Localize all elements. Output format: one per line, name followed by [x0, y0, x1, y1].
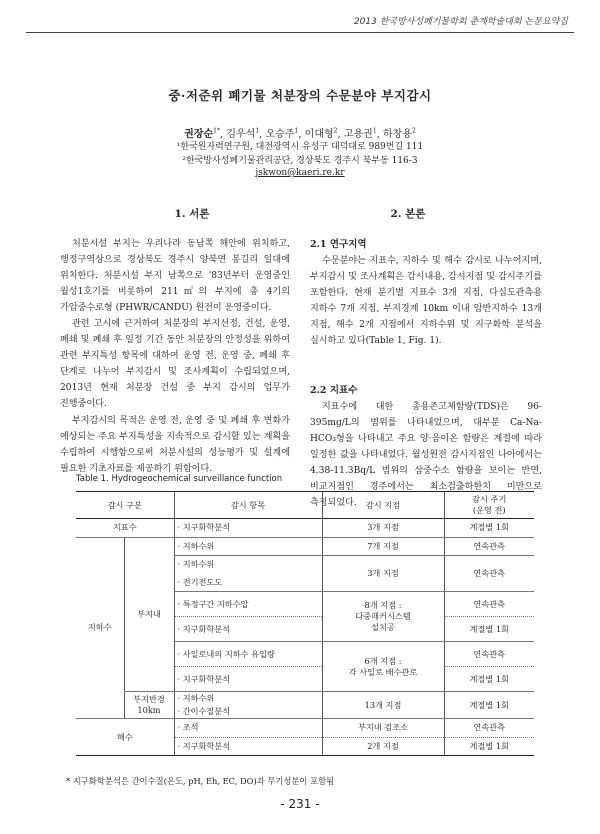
period-cell: 계절별 1회	[444, 519, 534, 538]
group-seawater: 해수	[76, 719, 174, 756]
author-list: 권장순$^{1*}$, 김우석$^1$, 오승주$^1$, 이대형$^2$, 고용권$^1$, 하창용$^2$	[184, 127, 416, 140]
author-affiliation-mark: 2	[333, 127, 338, 135]
site-cell: 부지내 검조소	[322, 719, 444, 738]
author-name: 하창용	[383, 129, 412, 140]
author-affiliation-mark: 1	[294, 127, 299, 135]
main-heading: 2. 본론	[390, 208, 426, 220]
period-cell: 연속관측	[444, 537, 534, 556]
period-cell: 연속관측	[444, 642, 534, 667]
item-cell: · 지구화학분석	[174, 737, 322, 756]
section-2-2-heading: 2.2 지표수	[310, 385, 358, 396]
period-cell: 계절별 1회	[444, 737, 534, 756]
site-cell: 3개 지점	[322, 519, 444, 538]
affiliation-1: ¹한국원자력연구원, 대전광역시 유성구 대덕대로 989번길 111	[176, 142, 424, 152]
author-affiliation-mark: 2	[412, 127, 416, 135]
section-2-1-heading: 2.1 연구지역	[310, 239, 367, 250]
item-cell: · 전기전도도	[174, 574, 322, 592]
group-surface: 지표수	[76, 519, 174, 538]
period-cell: 계절별 1회	[444, 667, 534, 692]
period-cell: 연속관측	[444, 556, 534, 592]
section-paragraph: 지표수에 대한 총용존고체함량(TDS)은 96-395mg/L의 범위를 나타내었으며, 대부분 Ca-Na-HCO₃형을 나타내고 주요 양·음이온 함량은 계절에 따라 일정한 값을 나타내었다. 월성원전 감시지점인 나아에서는 4.38-11.3Bq/L 범위의 삼중수소 함량을 보이는 반면, 비교지점인 경주에서는 최소검출하한치 미만으로 측정되었다.	[310, 402, 542, 509]
author-name: 이대형	[304, 129, 334, 140]
table-row	[76, 537, 534, 556]
site-cell: 2개 지점	[322, 737, 444, 756]
item-cell: · 지구화학분석	[174, 667, 322, 692]
section-2-1-body	[310, 253, 542, 349]
table-header-row	[76, 492, 534, 519]
affiliation-2: ²한국방사성폐기물관리공단, 경상북도 경주시 북부동 116-3	[182, 156, 418, 166]
author-name: 김우석	[226, 129, 256, 140]
author-name: 권장순	[184, 129, 214, 140]
author-email[interactable]: jskwon@kaeri.re.kr	[255, 168, 345, 178]
group-groundwater: 지하수	[76, 537, 124, 719]
item-cell: · 특정구간 지하수압	[174, 592, 322, 617]
table-footnote: * 지구화학분석은 간이수질(온도, pH, Eh, EC, DO)과 무기성분이 포함됨	[66, 776, 335, 786]
author-name: 오승주	[265, 129, 295, 140]
item-cell: · 지하수위	[174, 556, 322, 574]
item-cell: · 사일로내의 지하수 유입량	[174, 642, 322, 667]
intro-heading: 1. 서론	[174, 208, 210, 220]
site-cell: 7개 지점	[322, 537, 444, 556]
header-period: 감시 주기 (운영 전)	[444, 492, 534, 519]
header-item: 감시 항목	[174, 492, 322, 519]
item-cell: · 지하수위	[174, 692, 322, 706]
section-paragraph: 수문분야는 지표수, 지하수 및 해수 감시로 나누어지며, 부지감시 및 조사계획은 감시내용, 감시지점 및 감시주기를 포함한다. 현재 분기별 지표수 3개 지점, 다심도관측용 지하수 7개 지점, 부지경계 10km 이내 암반지하수 13개 지점, 해수 2개 지점에서 지하수위 및 지구화학 분석을 실시하고 있다(Table 1, Fig. 1).	[310, 256, 542, 347]
header-rule	[26, 32, 574, 33]
author-affiliation-mark: 1	[255, 127, 260, 135]
table-row	[76, 692, 534, 706]
intro-paragraph: 처분시설 부지는 우리나라 동남쪽 해안에 위치하고, 행정구역상으로 경상북도 경주시 양북면 봉길리 일대에 위치한다. 처분시설 부지 남쪽으로 '83년부터 운영중인 월성1호기를 비롯하여 211㎡의 부지에 총 4기의 가압중수로형 (PHWR/CANDU) 원전이 운영중이다.	[60, 239, 290, 314]
header-category: 감시 구분	[76, 492, 174, 519]
item-cell: · 지구화학분석	[174, 519, 322, 538]
surveillance-table	[76, 491, 534, 756]
site-cell: 8개 지점 : 다중패커시스템 설치공	[322, 592, 444, 642]
period-cell: 계절별 1회	[444, 617, 534, 642]
author-affiliation-mark: 1	[372, 127, 377, 135]
item-cell: · 간이수질분석	[174, 705, 322, 719]
table-caption: Table 1. Hydrogeochemical surveillance function	[76, 474, 283, 484]
site-cell: 3개 지점	[322, 556, 444, 592]
group-onsite: 부지내	[124, 537, 174, 692]
intro-body	[60, 236, 290, 477]
author-name: 고용권	[343, 129, 373, 140]
table-row	[76, 519, 534, 538]
period-cell: 연속관측	[444, 719, 534, 738]
header-site: 감시 지점	[322, 492, 444, 519]
period-cell: 연속관측	[444, 592, 534, 617]
item-cell: · 지구화학분석	[174, 617, 322, 642]
intro-paragraph: 관련 고시에 근거하여 처분장의 부지선정, 건설, 운영, 폐쇄 및 폐쇄 후 일정 기간 동안 처분장의 안정성을 위하여 관련 부지특성 항목에 대하여 운영 전, 운영 중, 폐쇄 후 단계로 나누어 부지감시 및 조사계획이 수립되었으며, 2013년 현재 처분장 건설 중 부지 감시의 업무가 진행중이다.	[60, 319, 290, 410]
table-row	[76, 719, 534, 738]
item-cell: · 지하수위	[174, 537, 322, 556]
period-cell: 계절별 1회	[444, 692, 534, 719]
conference-header: 2013 한국방사성폐기물학회 춘계학술대회 논문요약집	[353, 17, 568, 27]
paper-title: 중·저준위 폐기물 처분장의 수문분야 부지감시	[168, 88, 432, 103]
site-cell: 6개 지점 : 각 사일로 배수관로	[322, 642, 444, 692]
group-10km: 부지반경 10km	[124, 692, 174, 719]
author-affiliation-mark: 1*	[213, 127, 220, 135]
item-cell: · 조석	[174, 719, 322, 738]
site-cell: 13개 지점	[322, 692, 444, 719]
intro-paragraph: 부지감시의 목적은 운영 전, 운영 중 및 폐쇄 후 변화가 예상되는 주요 부지특성을 지속적으로 감시할 있는 계획을 수립하여 시행함으로써 처분시설의 성능평가 및 설계에 필요한 기초자료를 제공하기 위함이다.	[60, 415, 290, 474]
page-number: - 231 -	[280, 797, 320, 811]
